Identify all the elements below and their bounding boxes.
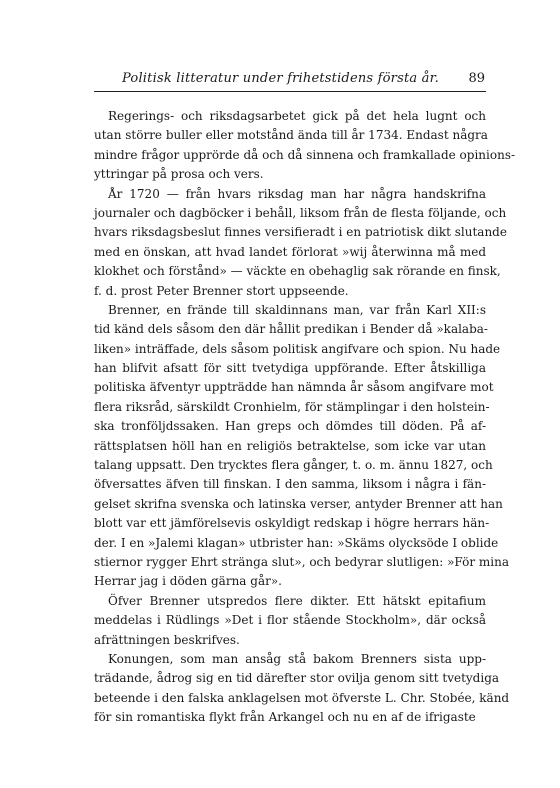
text-line: klokhet och förstånd» — väckte en obehaglig sak rörande en finsk, [94, 264, 501, 279]
text-line: talang uppsatt. Den trycktes flera gånger, t. o. m. ännu 1827, och [94, 458, 493, 473]
text-line: mindre frågor upprörde då och då sinnena och framkallade opinions- [94, 147, 516, 162]
header-rule [94, 91, 486, 92]
text-line: Herrar jag i döden gärna går». [94, 574, 282, 589]
text-line: Konungen, som man ansåg stå bakom Brenners sista upp- [108, 651, 486, 666]
text-line: f. d. prost Peter Brenner stort uppseende. [94, 283, 349, 298]
text-line: Öfver Brenner utspredos flere dikter. Ett hätskt epitafium [108, 593, 486, 608]
text-line: yttringar på prosa och vers. [94, 167, 264, 182]
text-line: ska tronföljdssaken. Han greps och dömdes till döden. På af- [94, 419, 486, 434]
text-line: utan större buller eller motstånd ända till år 1734. Endast några [94, 128, 488, 143]
text-line: trädande, ådrog sig en tid därefter stor ovilja genom sitt tvetydiga [94, 671, 500, 686]
body-text [94, 107, 516, 728]
page-number: 89 [468, 71, 485, 86]
text-line: gelset skrifna svenska och latinska verser, antyder Brenner att han [94, 496, 503, 511]
text-line: meddelas i Rüdlings »Det i flor stående Stockholm», där också [94, 613, 486, 628]
text-line: blott var ett jämförelsevis oskyldigt redskap i högre herrars hän- [94, 516, 490, 531]
text-line: afrättningen beskrifves. [94, 632, 240, 647]
text-line: öfversattes äfven till finskan. I den samma, liksom i några i fän- [94, 477, 486, 492]
text-line: beteende i den falska anklagelsen mot öfverste L. Chr. Stobée, känd [94, 690, 510, 705]
text-line: rättsplatsen höll han en religiös betraktelse, som icke var utan [94, 438, 486, 453]
text-line: journaler och dagböcker i behåll, liksom från de flesta följande, och [94, 205, 507, 220]
text-line: liken» inträffade, dels såsom politisk angifvare och spion. Nu hade [94, 341, 501, 356]
text-line: der. I en »Jalemi klagan» utbrister han: »Skäms olycksöde I oblide [94, 535, 499, 550]
text-line: År 1720 — från hvars riksdag man har några handskrifna [108, 186, 486, 201]
text-line: politiska äfventyr uppträdde han nämnda år såsom angifvare mot [94, 380, 494, 395]
text-line: han blifvit afsatt för sitt tvetydiga uppförande. Efter åtskilliga [94, 361, 486, 376]
text-line: Regerings- och riksdagsarbetet gick på det hela lugnt och [108, 109, 486, 123]
text-line: för sin romantiska flykt från Arkangel och nu en af de ifrigaste [94, 710, 476, 725]
text-line: tid känd dels såsom den där hållit predikan i Bender då »kalaba- [94, 322, 488, 337]
text-line: flera riksråd, särskildt Cronhielm, för stämplingar i den holstein- [94, 399, 490, 414]
text-line: Brenner, en frände till skaldinnans man, var från Karl XII:s [108, 302, 486, 317]
text-line: hvars riksdagsbeslut finnes versifieradt i en patriotisk dikt slutande [94, 225, 507, 240]
text-line: med en önskan, att hvad landet förlorat »wij återwinna må med [94, 244, 486, 259]
running-title: Politisk litteratur under frihetstidens första år. [122, 71, 439, 86]
text-line: stiernor rygger Ehrt stränga slut», och bedyrar slutligen: »För mina [94, 554, 509, 569]
